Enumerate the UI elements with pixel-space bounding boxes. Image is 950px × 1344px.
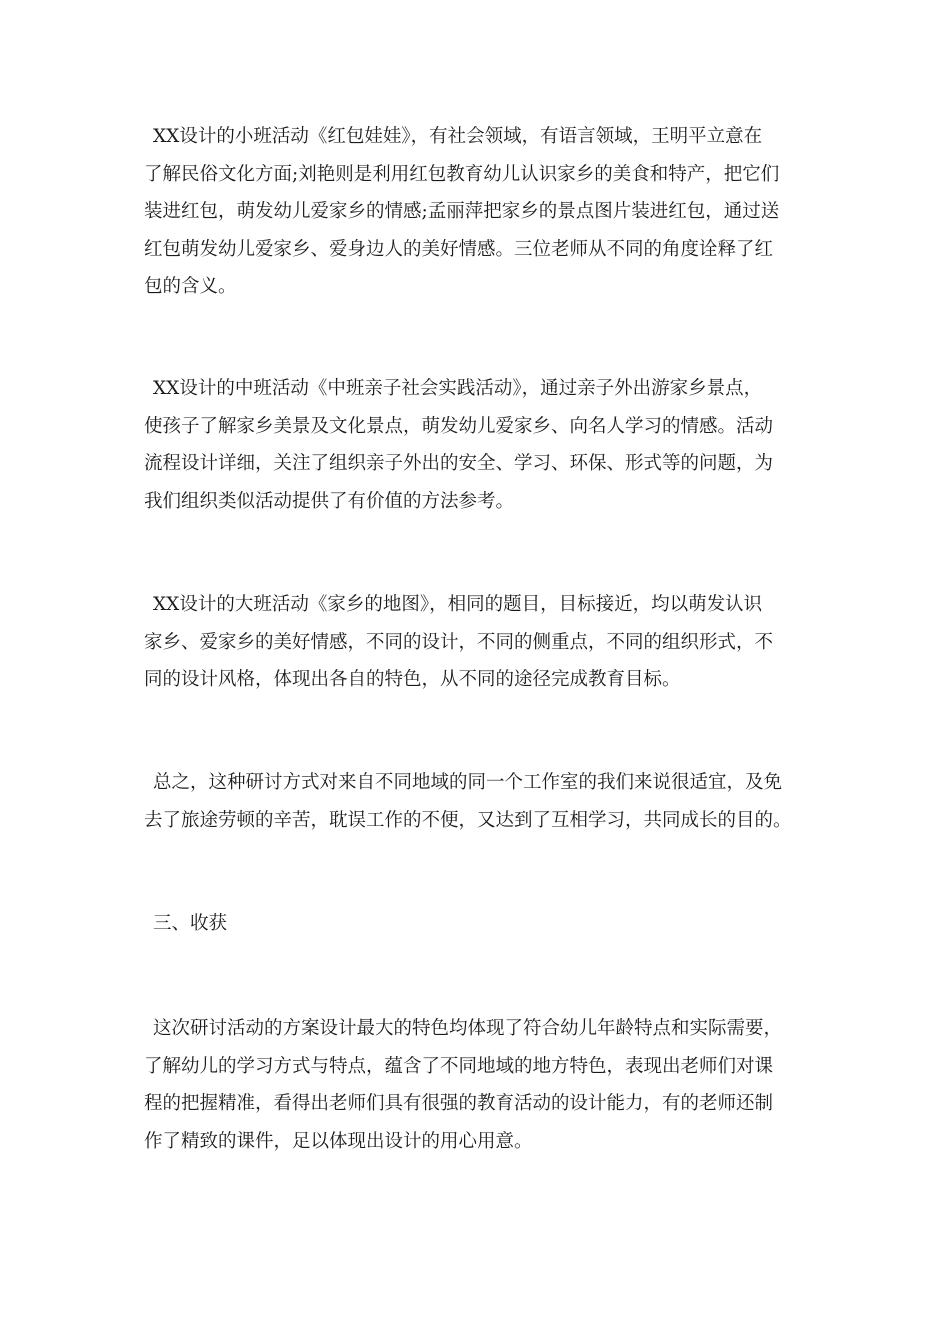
text-line: 使孩子了解家乡美景及文化景点，萌发幼儿爱家乡、向名人学习的情感。活动 <box>144 415 774 437</box>
text-line: 了解民俗文化方面;刘艳则是利用红包教育幼儿认识家乡的美食和特产，把它们 <box>144 163 780 185</box>
section-heading: 三、收获 <box>153 913 228 934</box>
paragraph-middle-class-activity <box>144 370 812 520</box>
text-line: 装进红包，萌发幼儿爱家乡的情感;孟丽萍把家乡的景点图片装进红包，通过送 <box>144 201 780 222</box>
section-heading-harvest <box>144 905 812 943</box>
text-line: XX设计的中班活动《中班亲子社会实践活动》，通过亲子外出游家乡景点， <box>153 378 763 399</box>
paragraph-large-class-activity <box>144 586 812 699</box>
text-line: XX设计的大班活动《家乡的地图》，相同的题目，目标接近，均以萌发认识 <box>153 594 763 615</box>
text-line: 流程设计详细，关注了组织亲子外出的安全、学习、环保、形式等的问题，为 <box>144 453 774 474</box>
text-line: 家乡、爱家乡的美好情感，不同的设计，不同的侧重点，不同的组织形式，不 <box>144 631 774 653</box>
text-line: 同的设计风格，体现出各自的特色，从不同的途径完成教育目标。 <box>144 669 681 690</box>
text-line: 了解幼儿的学习方式与特点，蕴含了不同地域的地方特色，表现出老师们对课 <box>144 1055 774 1077</box>
text-line: 这次研讨活动的方案设计最大的特色均体现了符合幼儿年龄特点和实际需要， <box>153 1018 783 1039</box>
text-line: 去了旅途劳顿的辛苦，耽误工作的不便，又达到了互相学习，共同成长的目的。 <box>144 809 792 831</box>
text-line: 包的含义。 <box>144 276 237 297</box>
text-line: 我们组织类似活动提供了有价值的方法参考。 <box>144 490 515 512</box>
text-line: XX设计的小班活动《红包娃娃》，有社会领域，有语言领域，王明平立意在 <box>153 126 763 147</box>
text-line: 作了精致的课件，足以体现出设计的用心用意。 <box>144 1130 533 1152</box>
paragraph-small-class-activity <box>144 118 812 306</box>
paragraph-summary <box>144 764 812 839</box>
text-line: 红包萌发幼儿爱家乡、爱身边人的美好情感。三位老师从不同的角度诠释了红 <box>144 238 774 260</box>
text-line: 程的把握精准，看得出老师们具有很强的教育活动的设计能力，有的老师还制 <box>144 1093 774 1114</box>
paragraph-harvest <box>144 1010 812 1160</box>
text-line: 总之，这种研讨方式对来自不同地域的同一个工作室的我们来说很适宜，及免 <box>153 772 783 793</box>
